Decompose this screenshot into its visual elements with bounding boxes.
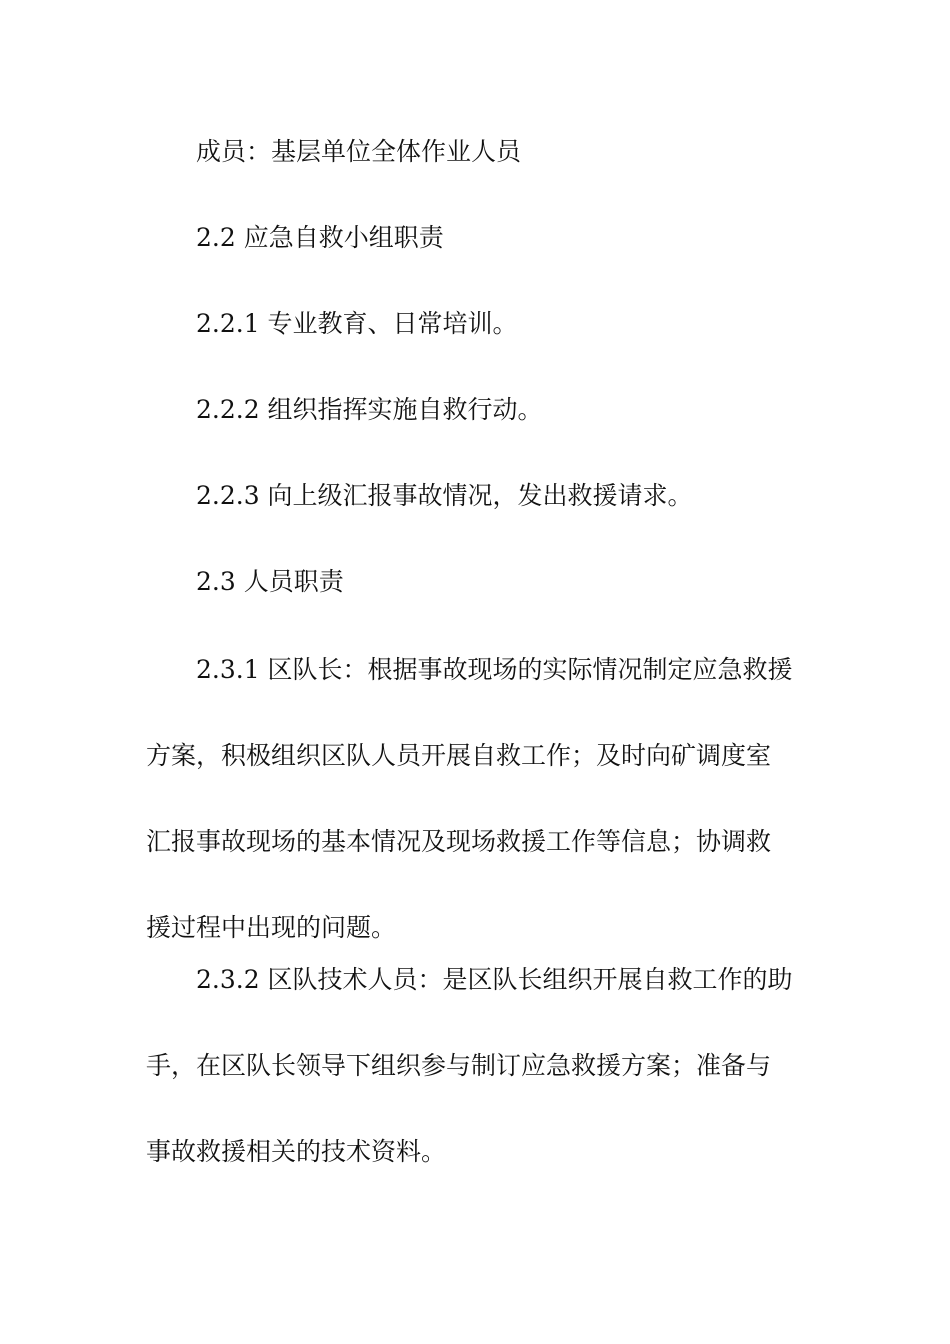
text-line: 事故救援相关的技术资料。 bbox=[146, 1137, 447, 1166]
text-line: 2.2.3 向上级汇报事故情况，发出救援请求。 bbox=[196, 481, 693, 510]
text-line: 手，在区队长领导下组织参与制订应急救援方案；准备与 bbox=[146, 1051, 772, 1080]
heading-2-3 bbox=[146, 546, 810, 618]
paragraph-2-2-1 bbox=[146, 288, 810, 360]
paragraph-2-2-2 bbox=[146, 374, 810, 446]
paragraph-2-3-2 bbox=[146, 944, 810, 1188]
text-line: 2.2.2 组织指挥实施自救行动。 bbox=[196, 395, 543, 424]
text-line: 汇报事故现场的基本情况及现场救援工作等信息；协调救 bbox=[146, 827, 772, 856]
text-line: 成员：基层单位全体作业人员 bbox=[196, 137, 522, 166]
paragraph-2-3-1 bbox=[146, 634, 810, 964]
paragraph-members bbox=[146, 116, 810, 188]
paragraph-2-2-3 bbox=[146, 460, 810, 532]
text-line: 2.2.1 专业教育、日常培训。 bbox=[196, 309, 518, 338]
text-line: 2.3 人员职责 bbox=[196, 567, 344, 596]
text-line: 2.2 应急自救小组职责 bbox=[196, 223, 444, 252]
text-line: 2.3.2 区队技术人员：是区队长组织开展自救工作的助 bbox=[196, 965, 793, 994]
text-line: 2.3.1 区队长：根据事故现场的实际情况制定应急救援 bbox=[196, 655, 793, 684]
heading-2-2 bbox=[146, 202, 810, 274]
text-line: 援过程中出现的问题。 bbox=[146, 913, 397, 942]
text-line: 方案，积极组织区队人员开展自救工作；及时向矿调度室 bbox=[146, 741, 772, 770]
